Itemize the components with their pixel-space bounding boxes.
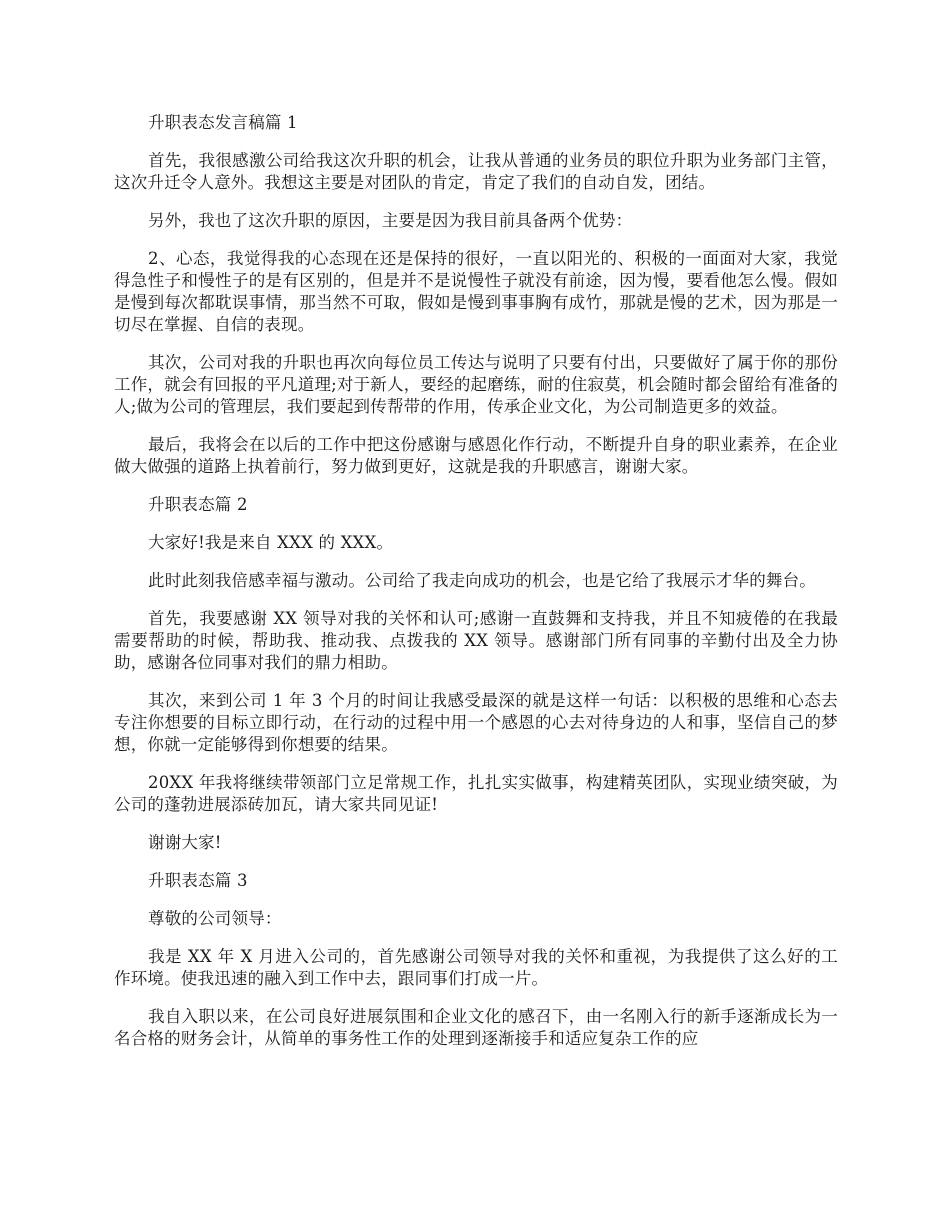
- body-paragraph: 谢谢大家!: [148, 833, 222, 852]
- body-paragraph: 其次，来到公司 1 年 3 个月的时间让我感受最深的就是这样一句话：以积极的思维和心态去专注你想要的目标立即行动，在行动的过程中用一个感恩的心去对待身边的人和事，坚信自己的梦想，你就一定能够得到你想要的结果。: [114, 691, 838, 754]
- section-heading-2: 升职表态篇 2: [148, 495, 248, 514]
- salutation: 尊敬的公司领导：: [148, 909, 282, 928]
- body-paragraph: 2、心态，我觉得我的心态现在还是保持的很好，一直以阳光的、积极的一面面对大家，我觉得急性子和慢性子的是有区别的，但是并不是说慢性子就没有前途，因为慢，要看他怎么慢。假如是慢到每次都耽误事情，那当然不可取，假如是慢到事事胸有成竹，那就是慢的艺术，因为那是一切尽在掌握、自信的表现。: [114, 249, 838, 334]
- body-paragraph: 我自入职以来，在公司良好进展氛围和企业文化的感召下，由一名刚入行的新手逐渐成长为一名合格的财务会计，从简单的事务性工作的处理到逐渐接手和适应复杂工作的应: [114, 1007, 838, 1048]
- body-paragraph: 首先，我很感激公司给我这次升职的机会，让我从普通的业务员的职位升职为业务部门主管，这次升迁令人意外。我想这主要是对团队的肯定，肯定了我们的自动自发，团结。: [114, 151, 838, 192]
- body-paragraph: 最后，我将会在以后的工作中把这份感谢与感恩化作行动，不断提升自身的职业素养，在企业做大做强的道路上执着前行，努力做到更好，这就是我的升职感言，谢谢大家。: [114, 435, 838, 476]
- body-paragraph: 20XX 年我将继续带领部门立足常规工作，扎扎实实做事，构建精英团队，实现业绩突破，为公司的蓬勃进展添砖加瓦，请大家共同见证!: [114, 773, 838, 814]
- body-paragraph: 此时此刻我倍感幸福与激动。公司给了我走向成功的机会，也是它给了我展示才华的舞台。: [148, 571, 816, 590]
- body-paragraph: 另外，我也了这次升职的原因，主要是因为我目前具备两个优势：: [148, 211, 633, 230]
- body-paragraph: 我是 XX 年 X 月进入公司的，首先感谢公司领导对我的关怀和重视，为我提供了这么好的工作环境。使我迅速的融入到工作中去，跟同事们打成一片。: [114, 947, 838, 988]
- section-heading-1: 升职表态发言稿篇 1: [148, 113, 298, 132]
- body-paragraph: 首先，我要感谢 XX 领导对我的关怀和认可;感谢一直鼓舞和支持我，并且不知疲倦的在我最需要帮助的时候，帮助我、推动我、点拨我的 XX 领导。感谢部门所有同事的辛勤付出及全力协助，感谢各位同事对我们的鼎力相助。: [114, 609, 838, 672]
- section-heading-3: 升职表态篇 3: [148, 871, 248, 890]
- body-paragraph: 其次，公司对我的升职也再次向每位员工传达与说明了只要有付出，只要做好了属于你的那份工作，就会有回报的平凡道理;对于新人，要经的起磨练，耐的住寂莫，机会随时都会留给有准备的人;做为公司的管理层，我们要起到传帮带的作用，传承企业文化，为公司制造更多的效益。: [114, 353, 838, 416]
- document-page: [114, 112, 838, 1066]
- body-paragraph: 大家好!我是来自 XXX 的 XXX。: [148, 533, 394, 552]
